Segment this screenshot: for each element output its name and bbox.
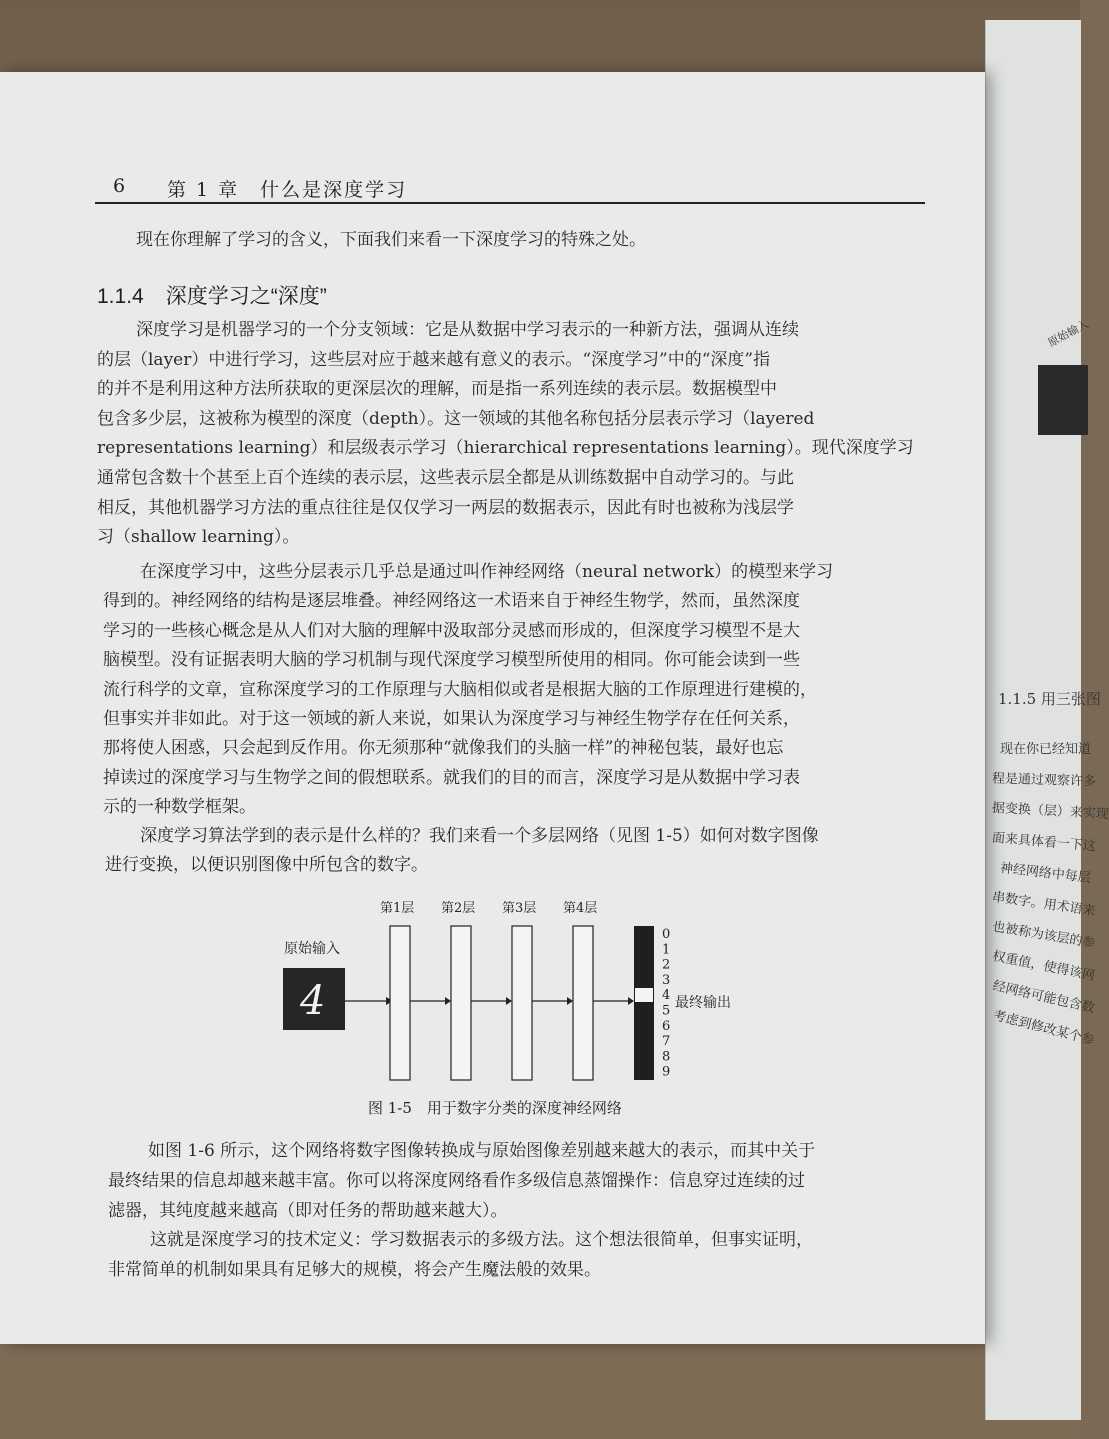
layer-label-2: 第2层 [441, 901, 476, 916]
right-page-line: 程是通过观察许多 [991, 771, 1097, 790]
arrowhead-3 [567, 997, 573, 1005]
p2-line: 示的一种数学框架。 [103, 797, 256, 818]
p3-line: 进行变换，以便识别图像中所包含的数字。 [105, 855, 428, 875]
output-digits [662, 927, 670, 1080]
p1-line: 的层（layer）中进行学习，这些层对应于越来越有意义的表示。“深度学习”中的“深度”指 [97, 349, 771, 370]
p2-line: 掉读过的深度学习与生物学之间的假想联系。就我们的目的而言，深度学习是从数据中学习表 [103, 767, 800, 788]
p2-line: 那将使人困惑，只会起到反作用。你无须那种“就像我们的头脑一样”的神秘包装，最好也忘 [103, 738, 784, 759]
p5-line: 非常简单的机制如果具有足够大的规模，将会产生魔法般的效果。 [108, 1260, 601, 1280]
right-page-line: 面来具体看一下这 [991, 830, 1097, 855]
output-digit-2: 2 [662, 957, 671, 973]
right-page-line: 串数字。用术语来 [991, 889, 1097, 920]
right-page-section: 1.1.5 用三张图 [998, 690, 1101, 708]
right-page [985, 20, 1109, 1420]
output-digit-0: 0 [662, 927, 671, 942]
right-page-line: 也被称为该层的参 [991, 919, 1097, 952]
p1-line: 深度学习是机器学习的一个分支领域：它是从数据中学习表示的一种新方法，强调从连续 [136, 320, 799, 340]
right-page-line: 现在你已经知道 [1000, 742, 1092, 757]
p2-line: 得到的。神经网络的结构是逐层堆叠。神经网络这一术语来自于神经生物学，然而，虽然深度 [103, 591, 800, 612]
arrowhead-4 [628, 997, 634, 1005]
section-number: 1.1.4 [97, 285, 144, 308]
p1-line: 相反，其他机器学习方法的重点往往是仅仅学习一两层的数据表示，因此有时也被称为浅层学 [97, 497, 794, 518]
layer-box-2 [451, 926, 471, 1080]
p2-line: 在深度学习中，这些分层表示几乎总是通过叫作神经网络（neural network）的模型来学习 [140, 562, 834, 582]
p2-line: 学习的一些核心概念是从人们对大脑的理解中汲取部分灵感而形成的，但深度学习模型不是大 [103, 620, 800, 641]
figure-caption: 图 1-5 用于数字分类的深度神经网络 [368, 1099, 622, 1117]
layer-box-4 [573, 926, 593, 1080]
p1-line: 通常包含数十个甚至上百个连续的表示层，这些表示层全都是从训练数据中自动学习的。与此 [97, 468, 794, 488]
intro-line: 现在你理解了学习的含义，下面我们来看一下深度学习的特殊之处。 [136, 230, 646, 250]
chapter-title: 第 1 章 什么是深度学习 [167, 179, 408, 201]
section-title: 深度学习之“深度” [165, 285, 327, 308]
p4-line: 最终结果的信息却越来越丰富。你可以将深度网络看作多级信息蒸馏操作：信息穿过连续的过 [108, 1171, 805, 1191]
output-digit-6: 6 [662, 1018, 671, 1034]
page-number: 6 [113, 175, 126, 197]
output-digit-5: 5 [662, 1003, 671, 1019]
right-page-line: 权重值，使得该网 [991, 949, 1097, 984]
right-page-input-label: 原始输入 [1045, 317, 1091, 350]
p1-line: 的并不是利用这种方法所获取的更深层次的理解，而是指一系列连续的表示层。数据模型中 [97, 379, 777, 400]
figure-1-5 [270, 890, 750, 1120]
p1-line: 习（shallow learning）。 [97, 527, 300, 548]
p4-line: 如图 1-6 所示，这个网络将数字图像转换成与原始图像差别越来越大的表示，而其中关于 [148, 1141, 816, 1161]
p5-line: 这就是深度学习的技术定义：学习数据表示的多级方法。这个想法很简单，但事实证明， [150, 1230, 813, 1250]
p1-line: representations learning）和层级表示学习（hierarchical representations learning）。现代深度学习 [97, 438, 914, 459]
output-digit-4: 4 [662, 988, 671, 1004]
right-page-line: 考虑到修改某个参 [991, 1008, 1096, 1049]
output-highlight [635, 988, 653, 1002]
layer-label-1: 第1层 [380, 901, 415, 916]
output-digit-8: 8 [662, 1049, 671, 1065]
right-page-line: 据变换（层）来实现 [991, 800, 1109, 823]
output-label: 最终输出 [675, 995, 731, 1011]
layer-label-3: 第3层 [502, 901, 537, 916]
output-bar [634, 926, 654, 1080]
arrowhead-2 [506, 997, 512, 1005]
right-page-digit-image [1038, 365, 1088, 435]
arrowhead-1 [445, 997, 451, 1005]
output-digit-3: 3 [662, 972, 671, 988]
output-digit-1: 1 [662, 942, 671, 958]
p3-line: 深度学习算法学到的表示是什么样的？我们来看一个多层网络（见图 1-5）如何对数字图像 [140, 826, 819, 846]
p1-line: 包含多少层，这被称为模型的深度（depth）。这一领域的其他名称包括分层表示学习（layered [97, 408, 815, 429]
output-digit-7: 7 [662, 1034, 671, 1050]
right-page-line: 经网络可能包含数 [991, 978, 1096, 1017]
network-diagram [270, 890, 750, 1090]
section-heading [97, 280, 327, 310]
output-digit-9: 9 [662, 1064, 671, 1080]
input-label: 原始输入 [284, 941, 340, 957]
right-page-line: 神经网络中每层 [999, 860, 1092, 887]
p4-line: 滤器，其纯度越来越高（即对任务的帮助越来越大）。 [108, 1201, 508, 1221]
p2-line: 但事实并非如此。对于这一领域的新人来说，如果认为深度学习与神经生物学存在任何关系， [103, 709, 800, 729]
p2-line: 脑模型。没有证据表明大脑的学习机制与现代深度学习模型所使用的相同。你可能会读到一些 [103, 650, 800, 671]
input-digit: 4 [300, 978, 326, 1024]
page-header [95, 172, 925, 204]
p2-line: 流行科学的文章，宣称深度学习的工作原理与大脑相似或者是根据大脑的工作原理进行建模的， [103, 679, 817, 700]
layer-label-4: 第4层 [563, 901, 598, 916]
layer-box-3 [512, 926, 532, 1080]
layer-box-1 [390, 926, 410, 1080]
